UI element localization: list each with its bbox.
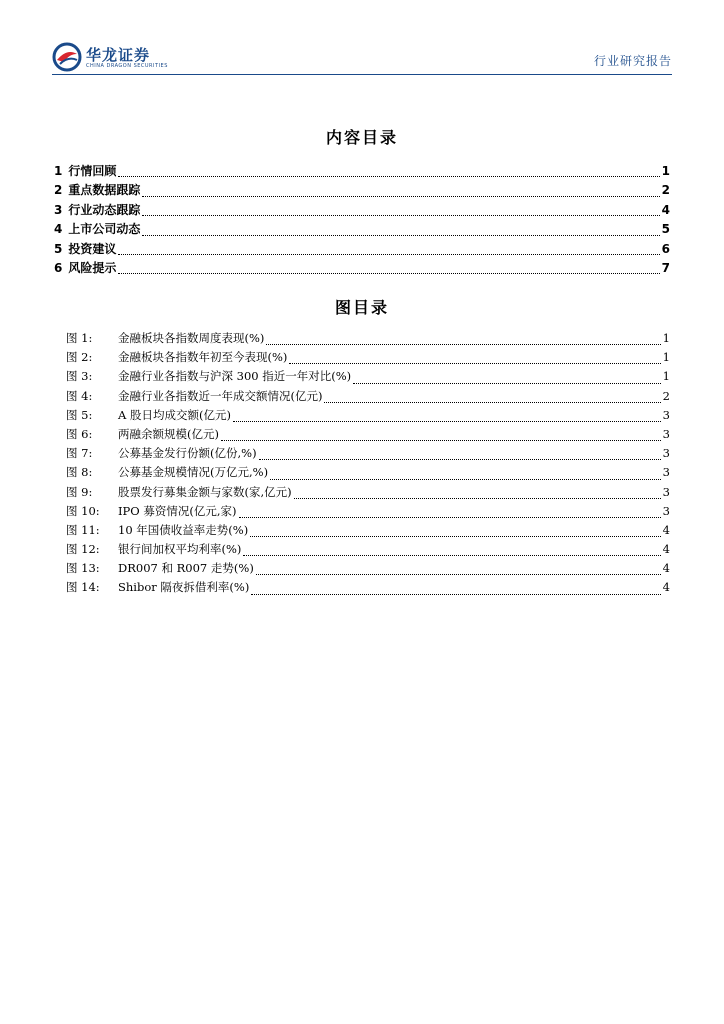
figure-entry[interactable] (66, 349, 670, 368)
dot-leader (324, 402, 660, 403)
toc-entry[interactable] (54, 201, 670, 220)
dot-leader (118, 176, 659, 177)
logo-english-name: CHINA DRAGON SECURITIES (86, 63, 168, 69)
toc-entry-number: 5 (54, 241, 63, 256)
figure-entry-page: 1 (662, 350, 670, 365)
figure-entry-page: 4 (662, 561, 670, 576)
figure-entry-page: 4 (662, 542, 670, 557)
figure-entry[interactable] (66, 579, 670, 598)
toc-entry-number: 2 (54, 183, 63, 198)
figure-entry-text: 银行间加权平均利率(%) (118, 542, 242, 557)
toc-entry-page: 5 (661, 222, 670, 237)
toc-entry-number: 4 (54, 222, 63, 237)
dot-leader (243, 555, 660, 556)
dot-leader (142, 235, 659, 236)
toc-entry[interactable] (54, 220, 670, 239)
dot-leader (289, 363, 660, 364)
figure-entry[interactable] (66, 368, 670, 387)
figure-entry-text: 股票发行募集金额与家数(家,亿元) (118, 484, 292, 499)
figure-entry-page: 4 (662, 522, 670, 537)
figure-entry-page: 1 (662, 369, 670, 384)
figure-entry-text: 公募基金规模情况(万亿元,%) (118, 465, 269, 480)
figure-entry-text: 金融板块各指数周度表现(%) (118, 331, 265, 345)
dot-leader (221, 440, 661, 441)
figure-entry-label: 图 4: (66, 388, 93, 403)
figure-entry-label: 图 9: (66, 484, 93, 499)
figure-entry-label: 图 1: (66, 331, 93, 345)
page-header (52, 40, 672, 75)
figure-entry-page: 3 (662, 484, 670, 499)
figure-entry-label: 图 5: (66, 407, 93, 422)
figure-entry-page: 2 (662, 388, 670, 403)
dot-leader (118, 273, 659, 274)
toc-entry-label: 行情回顾 (68, 164, 117, 178)
figure-entry[interactable] (66, 388, 670, 407)
figure-entry-page: 3 (662, 465, 670, 480)
dot-leader (142, 215, 659, 216)
figure-entry[interactable] (66, 560, 670, 579)
figure-entry-label: 图 13: (66, 561, 100, 576)
toc-entry[interactable] (54, 162, 670, 181)
toc-entry-label: 风险提示 (68, 260, 117, 275)
toc-entry-page: 4 (661, 202, 670, 217)
figure-entry[interactable] (66, 503, 670, 522)
toc-entry-number: 1 (54, 164, 63, 178)
figure-entry-page: 3 (662, 503, 670, 518)
toc-entry[interactable] (54, 240, 670, 259)
figure-entry-label: 图 3: (66, 369, 93, 384)
figure-entry-page: 4 (662, 580, 670, 595)
figure-entry[interactable] (66, 541, 670, 560)
figure-entry[interactable] (66, 484, 670, 503)
figure-entry[interactable] (66, 426, 670, 445)
figure-entry-text: 金融行业各指数近一年成交额情况(亿元) (118, 388, 323, 403)
toc-entry-number: 6 (54, 260, 63, 275)
figure-entry[interactable] (66, 522, 670, 541)
toc-entry-page: 6 (661, 241, 670, 256)
toc-entry-label: 投资建议 (68, 241, 117, 256)
figure-entry-page: 3 (662, 407, 670, 422)
dot-leader (256, 574, 661, 575)
figure-entry[interactable] (66, 445, 670, 464)
dot-leader (118, 254, 659, 255)
figure-entry-text: 金融行业各指数与沪深 300 指近一年对比(%) (118, 369, 352, 384)
dot-leader (266, 344, 660, 345)
dot-leader (294, 498, 661, 499)
figure-entry-label: 图 8: (66, 465, 93, 480)
figure-entry-text: 两融余额规模(亿元) (118, 426, 219, 441)
dot-leader (142, 196, 659, 197)
dot-leader (239, 517, 661, 518)
dragon-logo-icon (52, 42, 82, 72)
figure-entry-page: 3 (662, 446, 670, 461)
figure-entry-label: 图 6: (66, 426, 93, 441)
figure-entry-text: 金融板块各指数年初至今表现(%) (118, 350, 288, 365)
figure-list (66, 330, 670, 599)
figure-entry-label: 图 7: (66, 446, 93, 461)
report-type: 行业研究报告 (593, 54, 672, 68)
logo-chinese-name: 华龙证券 (86, 46, 151, 64)
dot-leader (259, 459, 661, 460)
toc-entry-label: 上市公司动态 (68, 222, 141, 237)
figure-entry-text: IPO 募资情况(亿元,家) (118, 503, 237, 518)
toc-entry-page: 7 (661, 260, 670, 275)
figure-entry-label: 图 11: (66, 522, 100, 537)
dot-leader (353, 383, 661, 384)
dot-leader (233, 421, 661, 422)
figure-entry-page: 1 (662, 331, 670, 345)
toc-list (54, 162, 670, 278)
toc-entry-page: 1 (661, 164, 670, 178)
toc-entry-label: 行业动态跟踪 (68, 202, 141, 217)
dot-leader (270, 479, 661, 480)
figure-entry[interactable] (66, 407, 670, 426)
toc-entry-number: 3 (54, 202, 63, 217)
toc-entry-label: 重点数据跟踪 (68, 183, 141, 198)
figure-entry-text: Shibor 隔夜拆借利率(%) (118, 580, 250, 595)
figure-entry-text: 公募基金发行份额(亿份,%) (118, 446, 257, 461)
figure-entry-label: 图 12: (66, 542, 100, 557)
dot-leader (250, 536, 660, 537)
toc-entry[interactable] (54, 259, 670, 278)
figures-title: 图目录 (334, 298, 389, 317)
figure-entry-label: 图 2: (66, 350, 93, 365)
figure-entry-text: DR007 和 R007 走势(%) (118, 561, 254, 576)
figure-entry-text: A 股日均成交额(亿元) (118, 407, 231, 422)
figure-entry-text: 10 年国债收益率走势(%) (118, 522, 249, 537)
figure-entry-label: 图 10: (66, 503, 100, 518)
toc-entry-page: 2 (661, 183, 670, 198)
figure-entry-page: 3 (662, 426, 670, 441)
toc-entry[interactable] (54, 181, 670, 200)
toc-title: 内容目录 (325, 128, 398, 147)
figure-entry[interactable] (66, 330, 670, 349)
dot-leader (251, 594, 660, 595)
figure-entry-label: 图 14: (66, 580, 100, 595)
figure-entry[interactable] (66, 464, 670, 483)
